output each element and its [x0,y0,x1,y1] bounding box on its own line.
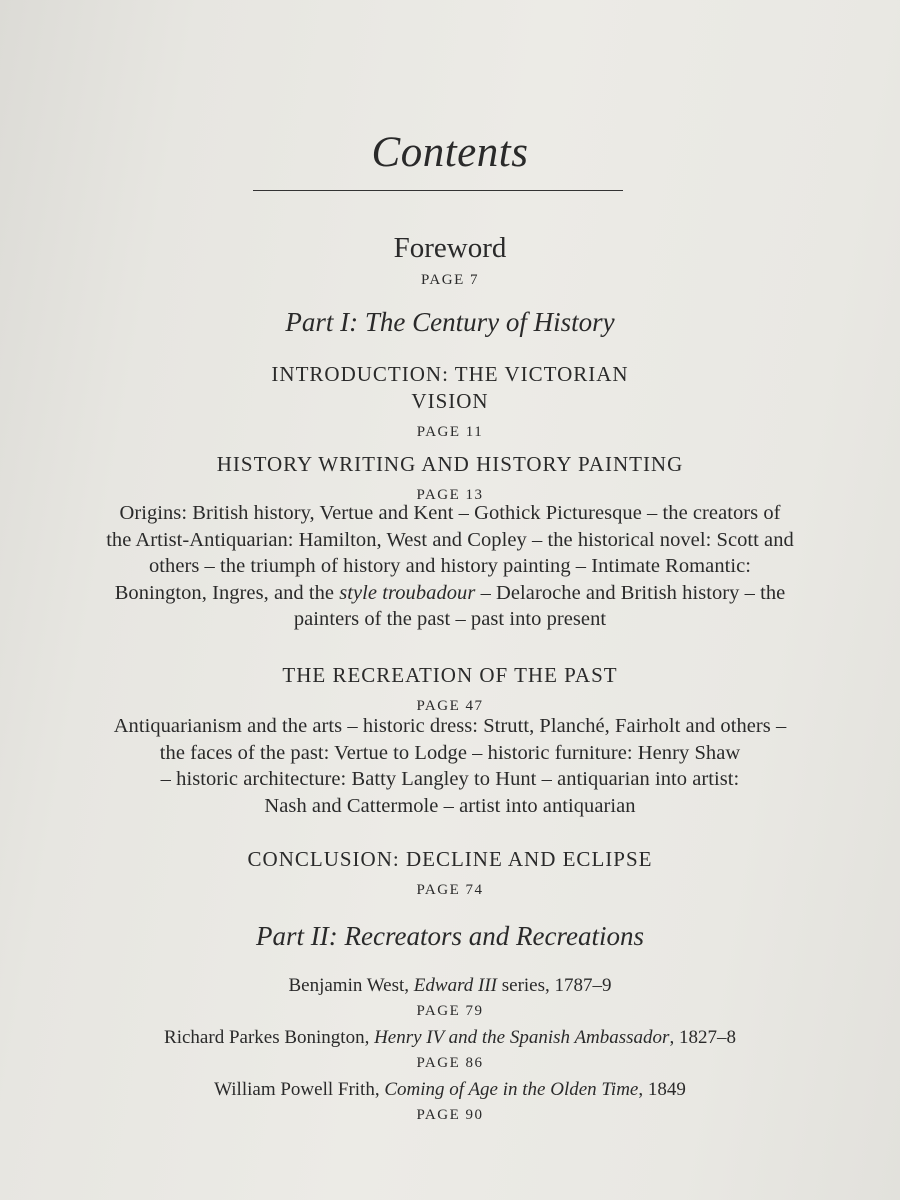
work-entry-2-page: PAGE 86 [416,1055,484,1071]
work-entry-3-page: PAGE 90 [416,1107,484,1123]
work-detail: series, 1787–9 [497,975,612,996]
description-line: the faces of the past: Vertue to Lodge – historic furniture: Henry Shaw [159,741,741,764]
history-writing-description [20,500,880,633]
history-writing-page: PAGE 13 [416,487,484,503]
part-1-title: Part I: The Century of History [285,307,615,337]
artist-name: Richard Parkes Bonington, [164,1027,375,1048]
description-line: Origins: British history, Vertue and Kent – Gothick Picturesque – the creators of [119,502,781,524]
description-line: the Artist-Antiquarian: Hamilton, West and Copley – the historical novel: Scott and [106,528,794,551]
part-2-title: Part II: Recreators and Recreations [256,921,644,951]
description-line: Antiquarianism and the arts – historic dress: Strutt, Planché, Fairholt and others – [113,715,787,737]
work-detail: , 1849 [638,1079,686,1100]
work-entry-1-page: PAGE 79 [416,1003,484,1019]
description-text: Bonington, Ingres, and the [114,581,340,604]
recreation-title: THE RECREATION OF THE PAST [282,663,618,687]
description-italic-text: style troubadour [339,581,476,604]
introduction-page: PAGE 11 [416,424,484,440]
description-line: others – the triumph of history and history painting – Intimate Romantic: [148,555,752,577]
history-writing-title: HISTORY WRITING AND HISTORY PAINTING [216,452,684,476]
artist-name: William Powell Frith, [214,1079,385,1100]
work-title: Edward III [413,975,497,996]
introduction-title-line-1: INTRODUCTION: THE VICTORIAN [271,362,629,386]
artist-name: Benjamin West, [288,975,414,996]
description-line: Nash and Cattermole – artist into antiquarian [264,794,636,817]
conclusion-title: CONCLUSION: DECLINE AND ECLIPSE [247,847,653,871]
title-rule [253,190,623,191]
work-entry-3 [20,1078,880,1102]
recreation-description [20,713,880,819]
description-line: – historic architecture: Batty Langley to Hunt – antiquarian into artist: [160,768,740,790]
conclusion-page: PAGE 74 [416,882,484,898]
foreword-heading: Foreword [393,232,507,264]
introduction-title-line-2: VISION [411,389,489,413]
work-title: Coming of Age in the Olden Time [384,1079,639,1100]
work-title: Henry IV and the Spanish Ambassador [374,1027,670,1048]
work-detail: , 1827–8 [669,1027,736,1048]
description-line [20,580,880,607]
contents-title: Contents [371,129,529,176]
work-entry-1 [20,974,880,998]
work-entry-2 [20,1026,880,1050]
description-line: painters of the past – past into present [293,608,607,630]
description-text: – Delaroche and British history – the [475,581,786,604]
foreword-page: PAGE 7 [420,272,480,288]
recreation-page: PAGE 47 [416,698,484,714]
